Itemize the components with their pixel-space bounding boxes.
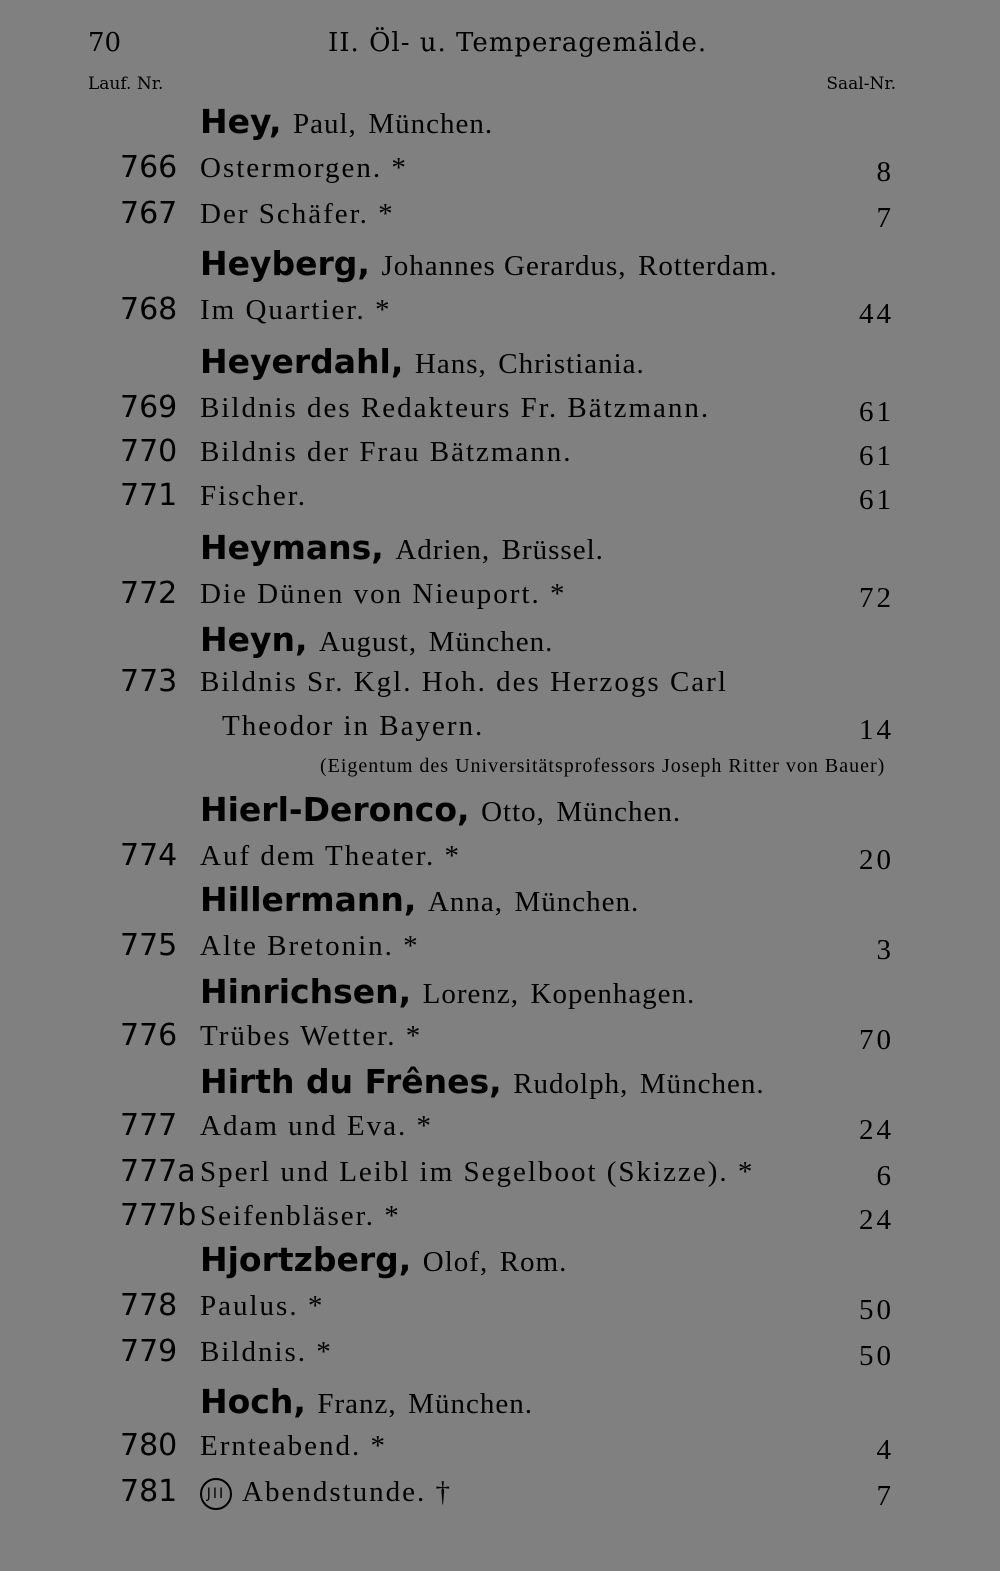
artist-heading [0,528,1000,572]
artist-heading [0,342,1000,386]
column-header-lauf-nr: Lauf. Nr. [88,74,164,94]
artist-name [200,880,639,922]
catalog-entry [0,1426,1000,1470]
entry-title-line [200,1332,333,1372]
catalog-entry [0,1106,1000,1150]
artist-surname: Heyerdahl, [200,342,404,381]
artist-first-name: Paul, [293,108,357,140]
entry-title-continuation: Theodor in Bayern. [222,710,485,742]
entry-room-number: 7 [876,202,894,234]
artist-city: München. [428,626,554,658]
entry-title: Abendstunde. † [242,1476,453,1508]
entry-room-number: 50 [859,1340,894,1372]
artist-first-name: Hans, [414,348,487,380]
artist-first-name: Rudolph, [513,1068,629,1100]
entry-number: 777b [120,1198,197,1233]
entry-title: Bildnis des Redakteurs Fr. Bätzmann. [200,392,711,424]
artist-heading [0,790,1000,834]
entry-title: Im Quartier. * [200,294,392,326]
catalog-entry [0,1016,1000,1060]
entry-title-line [200,1472,452,1512]
artist-city: Rotterdam. [638,250,778,282]
entry-title-line [200,194,395,234]
artist-city: München. [556,796,682,828]
artist-surname: Hoch, [200,1382,306,1421]
entry-number: 779 [120,1334,178,1369]
entry-title-line [200,574,567,614]
artist-name [200,342,645,384]
artist-surname: Heyn, [200,620,308,659]
entry-title: Sperl und Leibl im Segelboot (Skizze). * [200,1156,755,1188]
entry-title-line [200,148,408,188]
entry-title: Ernteabend. * [200,1430,388,1462]
entry-title: Fischer. [200,480,308,512]
entry-title: Seifenbläser. * [200,1200,401,1232]
catalog-entry [0,1472,1000,1516]
artist-surname: Hillermann, [200,880,417,919]
entry-title-line [200,836,461,876]
entry-room-number: 8 [876,156,894,188]
entry-title: Bildnis Sr. Kgl. Hoh. des Herzogs Carl [200,666,728,698]
catalog-entry [0,432,1000,476]
artist-heading [0,1062,1000,1106]
entry-number: 771 [120,478,178,513]
artist-name [200,244,778,286]
artist-name [200,972,695,1014]
artist-first-name: Lorenz, [422,978,519,1010]
artist-first-name: Adrien, [395,534,491,566]
catalog-entry [0,926,1000,970]
page-number: 70 [88,28,122,58]
entry-room-number: 61 [859,440,894,472]
entry-room-number: 24 [859,1114,894,1146]
ji-circle-icon: JII [200,1478,232,1510]
artist-heading [0,244,1000,288]
entry-title: Trübes Wetter. * [200,1020,423,1052]
catalog-entry-continuation [0,706,1000,750]
catalog-entry [0,290,1000,334]
artist-surname: Heyberg, [200,244,370,283]
artist-city: Rom. [499,1246,568,1278]
entry-title: Bildnis der Frau Bätzmann. [200,436,573,468]
entry-number: 780 [120,1428,178,1463]
artist-heading [0,620,1000,664]
page-title: II. Öl- u. Temperagemälde. [328,28,708,58]
artist-heading [0,1240,1000,1284]
entry-number: 769 [120,390,178,425]
entry-title: Die Dünen von Nieuport. * [200,578,567,610]
catalog-entry [0,148,1000,192]
entry-title-line [200,662,728,702]
artist-city: München. [639,1068,765,1100]
entry-title-line [200,432,573,472]
entry-room-number: 70 [859,1024,894,1056]
entry-number: 772 [120,576,178,611]
entry-title: Alte Bretonin. * [200,930,420,962]
entry-room-number: 20 [859,844,894,876]
artist-city: München. [408,1388,533,1420]
catalog-entry [0,388,1000,432]
artist-surname: Hierl-Deronco, [200,790,470,829]
artist-city: Kopenhagen. [530,978,696,1010]
entry-title-line [200,290,391,330]
entry-number: 776 [120,1018,178,1053]
artist-first-name: Anna, [427,886,503,918]
artist-name [200,528,604,570]
column-header-saal-nr: Saal-Nr. [826,74,896,94]
artist-first-name: Franz, [317,1388,397,1420]
entry-number: 774 [120,838,178,873]
artist-surname: Hjortzberg, [200,1240,412,1279]
entry-title: Adam und Eva. * [200,1110,433,1142]
artist-surname: Hirth du Frênes, [200,1062,502,1101]
artist-heading [0,102,1000,146]
artist-name [200,102,493,144]
catalog-entry [0,662,1000,706]
entry-title-line [200,1426,387,1466]
entry-room-number: 7 [876,1480,894,1512]
artist-city: München. [514,886,640,918]
catalog-entry [0,1196,1000,1240]
artist-first-name: August, [319,626,418,658]
ownership-note-text: (Eigentum des Universitätsprofessors Joseph Ritter von Bauer) [320,755,886,777]
artist-name [200,1240,567,1282]
entry-title: Auf dem Theater. * [200,840,461,872]
catalog-entry [0,1332,1000,1376]
entry-title: Der Schäfer. * [200,198,395,230]
entry-number: 775 [120,928,178,963]
entry-room-number: 14 [859,714,894,746]
entry-room-number: 44 [859,298,894,330]
entry-title-line [200,476,307,516]
artist-surname: Hey, [200,102,282,141]
artist-city: Brüssel. [501,534,604,566]
entry-room-number: 72 [859,582,894,614]
entry-number: 778 [120,1288,178,1323]
entry-room-number: 24 [859,1204,894,1236]
entry-number: 777a [120,1154,196,1189]
entry-title-line [200,926,420,966]
artist-heading [0,972,1000,1016]
entry-room-number: 3 [876,934,894,966]
entry-room-number: 50 [859,1294,894,1326]
artist-name [200,620,553,662]
entry-number: 766 [120,150,178,185]
artist-surname: Hinrichsen, [200,972,412,1011]
entry-title-line [200,1106,433,1146]
entry-title-line [200,1286,324,1326]
entry-title-line [200,1016,422,1056]
catalog-entry [0,836,1000,880]
entry-room-number: 61 [859,484,894,516]
entry-number: 781 [120,1474,178,1509]
entry-title: Ostermorgen. * [200,152,408,184]
catalog-entry [0,574,1000,618]
entry-room-number: 4 [876,1434,894,1466]
artist-first-name: Otto, [481,796,545,828]
artist-surname: Heymans, [200,528,384,567]
entry-title-line [200,388,710,428]
entry-title-line [200,1152,754,1192]
entry-number: 777 [120,1108,178,1143]
artist-name [200,790,681,832]
entry-number: 768 [120,292,178,327]
catalog-entry [0,194,1000,238]
artist-first-name: Olof, [422,1246,489,1278]
artist-heading [0,1382,1000,1426]
entry-title-line [200,1196,401,1236]
artist-heading [0,880,1000,924]
entry-number: 773 [120,664,178,699]
catalog-entry [0,476,1000,520]
entry-number: 767 [120,196,178,231]
entry-title: Paulus. * [200,1290,325,1322]
entry-number: 770 [120,434,178,469]
entry-title: Bildnis. * [200,1336,333,1368]
artist-name [200,1062,765,1104]
catalog-entry [0,1152,1000,1196]
artist-name [200,1382,533,1424]
artist-first-name: Johannes Gerardus, [381,250,627,282]
catalog-entry [0,1286,1000,1330]
entry-room-number: 6 [876,1160,894,1192]
artist-city: München. [368,108,494,140]
artist-city: Christiania. [498,348,645,380]
entry-room-number: 61 [859,396,894,428]
